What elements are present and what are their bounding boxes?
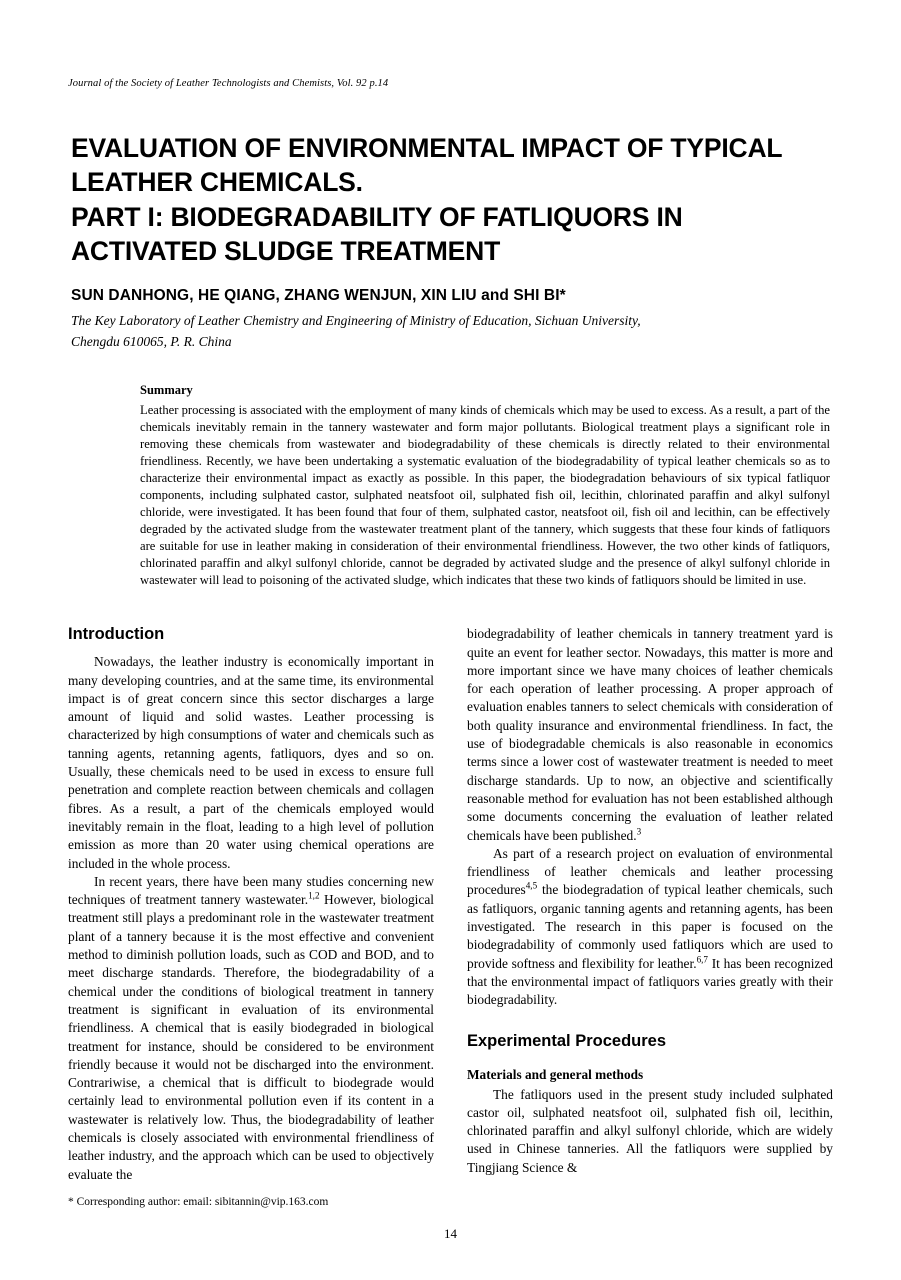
- citation-ref-4-5: 4,5: [525, 880, 538, 891]
- author-list: SUN DANHONG, HE QIANG, ZHANG WENJUN, XIN LIU and SHI BI*: [71, 286, 566, 304]
- subheading-materials-and-general-methods: Materials and general methods: [467, 1066, 644, 1082]
- citation-ref-6-7: 6,7: [696, 954, 708, 965]
- right-paragraph-2: [467, 845, 833, 1010]
- right-p1-part-a: biodegradability of leather chemicals in tannery treatment yard is quite an event for leather sector. Nowadays, this matter is more and more important since we have many choices of leather chemicals for each operation of leather processing. A proper approach of evaluation enables tanners to select chemicals with consideration of both quality insurance and environmental friendliness. In fact, the use of biodegradable chemicals is also reasonable in economics terms since a lower cost of wastewater treatment is needed to meet discharge standards. Up to now, an objective and scientifically reasonable method for evaluation has not been established although some documents concerning the evaluation of leather related chemicals have been published.: [467, 626, 833, 843]
- body-columns: [68, 625, 833, 1184]
- materials-paragraph: The fatliquors used in the present study included sulphated castor oil, sulphated neatsfoot oil, sulphated fish oil, lecithin, chlorinated paraffin and alkyl sulfonyl chloride, which are widely used in Chinese tanneries. All the fatliquors were supplied by Tingjiang Science &: [467, 1086, 833, 1175]
- right-p2-part-b: the biodegradation of typical leather chemicals, such as fatliquors, organic tanning agents and retanning agents, has been investigated. The research in this paper is focused on the biodegradability of commonly used fatliquors which are used to provide softness and flexibility for leather.: [467, 882, 833, 971]
- right-p2-part-a: As part of a research project on evaluation of environmental friendliness of leather chemicals and leather processing procedures: [467, 845, 833, 898]
- right-column: [467, 625, 833, 1184]
- affiliation-line-2: Chengdu 610065, P. R. China: [71, 333, 232, 349]
- heading-experimental-procedures: Experimental Procedures: [467, 1031, 666, 1050]
- page-title: [71, 131, 833, 269]
- summary-section: [140, 383, 830, 590]
- corresponding-author-footnote: * Corresponding author: email: sibitannin@vip.163.com: [68, 1196, 329, 1208]
- title-block: [68, 131, 833, 353]
- citation-ref-1-2: 1,2: [308, 890, 320, 901]
- intro-p2-part-b: However, biological treatment still plays a predominant role in the wastewater treatment plant of a tannery because it is the most effective and convenient method to diminish pollution loads, such as COD and BOD, and to meet discharge standards. Therefore, the biodegradability of a chemical under the conditions of biological treatment in tannery treatment is significant in evaluation of its environmental friendliness. A chemical that is easily biodegraded in biological treatment for instance, should be considered to be environment friendly because it would not be discharged into the environment. Contrariwise, a chemical that is difficult to biodegrade would certainly lead to environmental pollution even if its content in a wastewater is relatively low. Thus, the biodegradability of leather chemicals is closely associated with environmental friendliness of leather industry, and the approach which can be used to objectively evaluate the: [68, 892, 435, 1182]
- title-line-4: ACTIVATED SLUDGE TREATMENT: [71, 236, 501, 267]
- summary-text: Leather processing is associated with the employment of many kinds of chemicals which may be used to excess. As a result, a part of the chemicals inevitably remain in the tannery wastewater and form major pollutants. Biological treatment plays a significant role in removing these chemicals from wastewater and biodegradability of these chemicals is directly related to their environmental friendliness. Recently, we have been undertaking a systematic evaluation of the biodegradability of typical leather chemicals so as to characterize their environmental impact as exactly as possible. In this paper, the biodegradation behaviours of six typical fatliquor components, including sulphated castor, sulphated neatsfoot oil, sulphated fish oil, lecithin, chlorinated paraffin and alkyl sulfonyl chloride, were investigated. It has been found that four of them, sulphated castor, neatsfoot oil, fish oil and lecithin, can be effectively degraded by the activated sludge from the wastewater treatment plant of the tannery, which suggests that these four kinds of fatliquors are suitable for use in leather making in consideration of their environmental friendliness. However, the two other kinds of fatliquors, chlorinated paraffin and alkyl sulfonyl chloride, cannot be degraded by activated sludge and the presence of alkyl sulfonyl chloride in wastewater will lead to poisoning of the activated sludge, which indicates that these two kinds of fatliquors should be limited in use.: [140, 402, 830, 588]
- summary-heading: Summary: [140, 382, 193, 397]
- intro-paragraph-2: [68, 873, 434, 1184]
- affiliation: [71, 311, 833, 353]
- right-paragraph-1: [467, 625, 833, 845]
- citation-ref-3: 3: [636, 826, 642, 837]
- heading-introduction: Introduction: [68, 625, 165, 644]
- journal-header: Journal of the Society of Leather Technologists and Chemists, Vol. 92 p.14: [68, 78, 389, 89]
- page-number: 14: [444, 1226, 457, 1241]
- title-line-2: LEATHER CHEMICALS.: [71, 167, 363, 198]
- right-p2-part-c: It has been recognized that the environmental impact of fatliquors varies greatly with their biodegradability.: [467, 955, 833, 1008]
- title-line-1: EVALUATION OF ENVIRONMENTAL IMPACT OF TYPICAL: [71, 133, 783, 163]
- affiliation-line-1: The Key Laboratory of Leather Chemistry and Engineering of Ministry of Education, Sichuan University,: [71, 312, 641, 328]
- title-line-3: PART I: BIODEGRADABILITY OF FATLIQUORS IN: [71, 201, 683, 232]
- intro-paragraph-1: Nowadays, the leather industry is economically important in many developing countries, and at the same time, its environmental impact is of great concern since this sector discharges a large amount of liquid and solid wastes. Leather processing is characterized by high consumptions of water and chemicals such as tanning agents, retanning agents, fatliquors, dyes and so on. Usually, these chemicals need to be used in excess to ensure full penetration and complete reaction between chemicals and collagen fibres. As a result, a part of the chemicals employed would inevitably remain in the float, leading to a high level of pollution emission as more than 20 water using chemical operations are included in the whole process.: [68, 654, 434, 871]
- intro-p2-part-a: In recent years, there have been many studies concerning new techniques of treatment tannery wastewater.: [68, 873, 434, 908]
- left-column: [68, 625, 434, 1184]
